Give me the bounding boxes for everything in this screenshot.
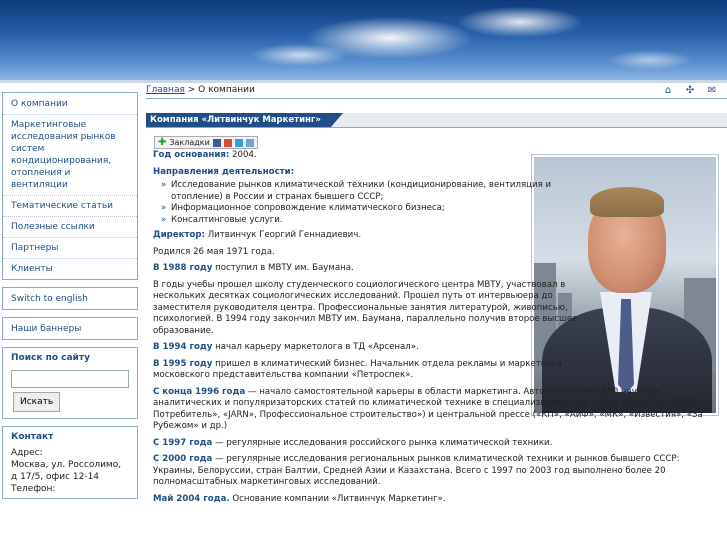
y1994-label: В 1994 году bbox=[153, 342, 213, 352]
list-item: » Исследование рынков климатической техники (кондиционирование, вентиляция и отопление) в России и странах бывшего СССР; bbox=[171, 180, 578, 203]
founded-label: Год основания: bbox=[153, 150, 230, 160]
plus-icon: ✚ bbox=[158, 137, 167, 148]
address-label: Адрес: bbox=[11, 448, 43, 458]
breadcrumb-home-link[interactable]: Главная bbox=[146, 85, 185, 95]
home-icon[interactable]: ⌂ bbox=[664, 85, 672, 96]
y1995-label: В 1995 году bbox=[153, 358, 213, 369]
y1988-para bbox=[153, 263, 578, 275]
sidebar-item-articles[interactable]: Тематические статьи bbox=[3, 196, 137, 217]
bookmarks-label: Закладки bbox=[169, 138, 210, 147]
y2004-text: Основание компании «Литвинчук Маркетинг». bbox=[229, 493, 446, 504]
main-content bbox=[146, 82, 727, 545]
social-icon[interactable] bbox=[246, 139, 254, 147]
y1996-para bbox=[153, 387, 718, 433]
banners-link[interactable]: Наши баннеры bbox=[11, 324, 82, 334]
breadcrumb bbox=[146, 85, 255, 95]
director-value: Литвинчук Георгий Геннадиевич. bbox=[204, 230, 362, 240]
social-icon[interactable] bbox=[213, 139, 221, 147]
y1994-para bbox=[153, 342, 578, 354]
sidebar-item-links[interactable]: Полезные ссылки bbox=[3, 217, 137, 238]
bookmarks-widget[interactable] bbox=[154, 136, 258, 149]
social-icon[interactable] bbox=[235, 139, 243, 147]
y1995-para bbox=[153, 359, 578, 382]
sidebar-item-about[interactable]: О компании bbox=[3, 93, 137, 115]
contact-address bbox=[3, 445, 137, 498]
switch-english-link[interactable]: Switch to english bbox=[11, 294, 88, 304]
search-input[interactable] bbox=[11, 370, 129, 388]
founded-value: 2004. bbox=[229, 150, 257, 160]
search-title: Поиск по сайту bbox=[11, 353, 90, 363]
y2004-label: Май 2004 года. bbox=[153, 493, 230, 504]
director-para bbox=[153, 230, 578, 242]
y1997-para bbox=[153, 438, 718, 450]
y1997-text: — регулярные исследования российского рынка климатической техники. bbox=[212, 437, 553, 448]
breadcrumb-separator: > bbox=[184, 85, 199, 95]
address-value: Москва, ул. Россолимо, д 17/5, офис 12-14 bbox=[11, 460, 122, 482]
contact-title: Контакт bbox=[11, 432, 54, 442]
search-button[interactable]: Искать bbox=[13, 392, 60, 412]
born-para: Родился 26 мая 1971 года. bbox=[153, 246, 275, 257]
list-item: » Консалтинговые услуги. bbox=[171, 215, 578, 227]
phone-label: Телефон: bbox=[11, 484, 56, 494]
y1997-label: С 1997 года bbox=[153, 437, 213, 448]
mail-icon[interactable]: ✉ bbox=[707, 85, 717, 96]
y1994-text: начал карьеру маркетолога в ТД «Арсенал». bbox=[212, 342, 419, 352]
divider bbox=[146, 98, 727, 99]
sitemap-icon[interactable]: ✣ bbox=[685, 85, 695, 96]
y2000-para bbox=[153, 454, 718, 489]
y2004-para bbox=[153, 494, 718, 506]
section-title-bar bbox=[146, 113, 727, 128]
breadcrumb-current: О компании bbox=[198, 85, 255, 95]
director-label: Директор: bbox=[153, 230, 205, 240]
y1996-text: — начало самостоятельной карьеры в области маркетинга. Автор более чем 150 научных, аналитических и популяризаторских статей по климатической технике в специализированной («Мир Климата», АВОК», Потребитель», «JARN», Профессиональное строительство») и центральной прессе («КП», «АиФ», «МК», «Известия», «За Рубежом» и др.) bbox=[153, 386, 705, 431]
y1988-text: поступил в МВТУ им. Баумана. bbox=[212, 263, 354, 273]
y2000-label: С 2000 года bbox=[153, 454, 213, 464]
contact-box bbox=[2, 426, 138, 499]
y1995-text: пришел в климатический бизнес. Начальник отдела рекламы и маркетинга московского представительства компании «Петроспек». bbox=[153, 358, 562, 380]
language-box bbox=[2, 287, 138, 310]
sidebar-item-research[interactable]: Маркетинговые исследования рынков систем кондиционирования, отопления и вентиляции bbox=[3, 115, 137, 196]
toolbar-icons bbox=[663, 86, 717, 96]
directions-para bbox=[153, 167, 578, 179]
section-title: Компания «Литвинчук Маркетинг» bbox=[146, 113, 331, 127]
banners-box bbox=[2, 317, 138, 340]
social-icon[interactable] bbox=[224, 139, 232, 147]
y1988-label: В 1988 году bbox=[153, 263, 213, 273]
directions-label: Направления деятельности: bbox=[153, 166, 295, 177]
article-body bbox=[153, 150, 705, 510]
y2000-text: — регулярные исследования региональных рынков климатической техники и рынков бывшего СССР: Украины, Белоруссии, стран Балтии, Средней Азии и Казахстана. Всего с 1997 по 2003 год выполнено более 20 полномасштабных маркетинговых исследований. bbox=[153, 454, 680, 487]
header-banner bbox=[0, 0, 727, 80]
y1996-label: С конца 1996 года bbox=[153, 386, 246, 397]
sidebar-nav bbox=[2, 92, 138, 280]
sidebar bbox=[2, 92, 138, 506]
search-box bbox=[2, 347, 138, 419]
directions-list bbox=[153, 180, 578, 226]
sidebar-item-partners[interactable]: Партнеры bbox=[3, 238, 137, 259]
study-para: В годы учебы прошел школу студенческого социологического центра МВТУ, участвовал в нескольких десятках социологических исследований. Прошел путь от интервьюера до заместителя руководителя центра. Профессиональные занятия литературой, живописью, психологией. В 1994 году закончил МВТУ им. Баумана, параллельно получив второе высшее образование. bbox=[153, 279, 578, 336]
list-item: » Информационное сопровождение климатического бизнеса; bbox=[171, 203, 578, 215]
sidebar-item-clients[interactable]: Клиенты bbox=[11, 264, 53, 274]
founded-para bbox=[153, 150, 578, 162]
